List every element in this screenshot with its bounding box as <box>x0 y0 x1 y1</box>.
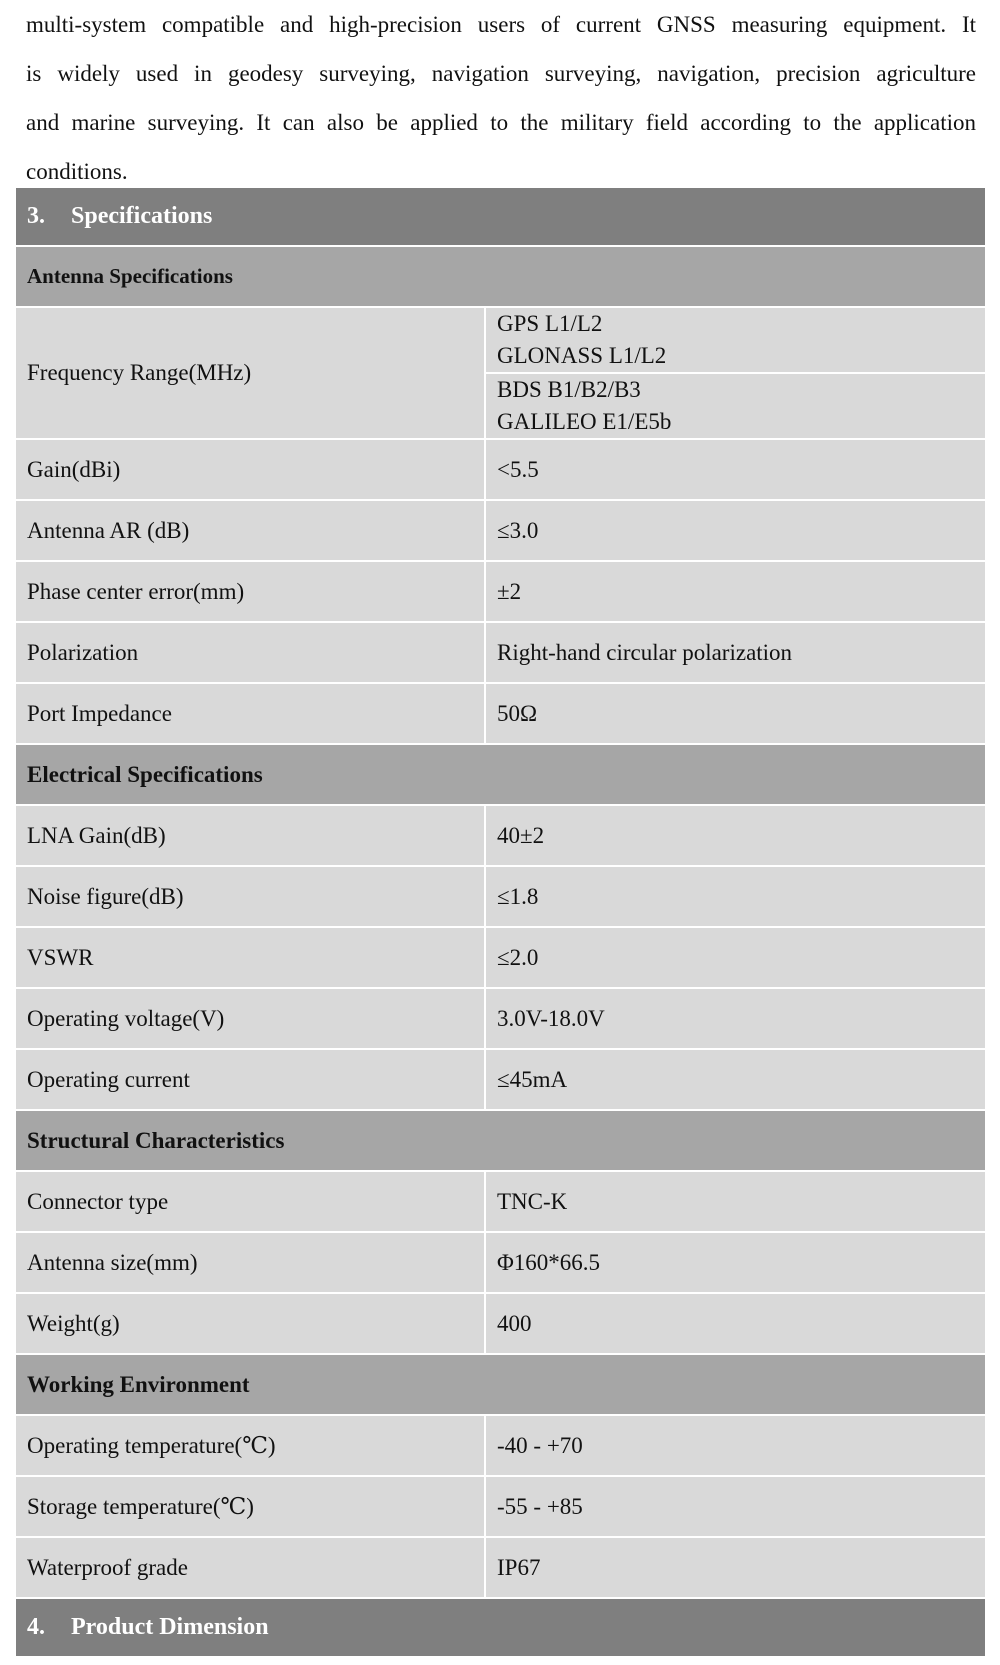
spec-label: Waterproof grade <box>15 1537 485 1598</box>
group-title: Electrical Specifications <box>15 744 986 805</box>
table-row <box>15 683 986 744</box>
section-header-product-dimension <box>15 1598 986 1657</box>
spec-label: Frequency Range(MHz) <box>15 307 485 439</box>
section-title: Product Dimension <box>71 1614 269 1640</box>
spec-value: 40±2 <box>485 805 986 866</box>
spec-label: Connector type <box>15 1171 485 1232</box>
spec-value: -55 - +85 <box>485 1476 986 1537</box>
spec-label: Phase center error(mm) <box>15 561 485 622</box>
spec-label: Antenna AR (dB) <box>15 500 485 561</box>
intro-paragraph <box>26 0 976 196</box>
table-row <box>15 1293 986 1354</box>
table-row <box>15 1049 986 1110</box>
table-row <box>15 988 986 1049</box>
spec-value <box>485 307 986 373</box>
spec-label: Noise figure(dB) <box>15 866 485 927</box>
spec-label: Operating current <box>15 1049 485 1110</box>
spec-value: TNC-K <box>485 1171 986 1232</box>
spec-value <box>485 373 986 439</box>
table-row <box>15 500 986 561</box>
spec-value: IP67 <box>485 1537 986 1598</box>
table-row <box>15 1537 986 1598</box>
group-header-electrical <box>15 744 986 805</box>
spec-value: <5.5 <box>485 439 986 500</box>
group-title: Antenna Specifications <box>15 246 986 307</box>
group-title: Working Environment <box>15 1354 986 1415</box>
section-number: 4. <box>27 1614 45 1640</box>
table-row <box>15 1171 986 1232</box>
specifications-table <box>14 186 987 1658</box>
intro-line: multi-system compatible and high-precision users of current GNSS measuring equipment. It <box>26 12 976 37</box>
table-row <box>15 622 986 683</box>
group-title: Structural Characteristics <box>15 1110 986 1171</box>
table-row <box>15 927 986 988</box>
frequency-band: GLONASS L1/L2 <box>497 343 667 368</box>
table-row <box>15 561 986 622</box>
spec-label: Operating voltage(V) <box>15 988 485 1049</box>
spec-value: ≤3.0 <box>485 500 986 561</box>
intro-line: and marine surveying. It can also be applied to the military field according to the application <box>26 110 976 135</box>
spec-value: ≤45mA <box>485 1049 986 1110</box>
spec-label: Antenna size(mm) <box>15 1232 485 1293</box>
table-row <box>15 439 986 500</box>
frequency-band: BDS B1/B2/B3 <box>497 377 641 402</box>
spec-label: Weight(g) <box>15 1293 485 1354</box>
spec-value: ≤2.0 <box>485 927 986 988</box>
spec-label: VSWR <box>15 927 485 988</box>
spec-label: Storage temperature(℃) <box>15 1476 485 1537</box>
intro-line: is widely used in geodesy surveying, navigation surveying, navigation, precision agriculture <box>26 61 976 86</box>
table-row <box>15 1232 986 1293</box>
spec-value: 400 <box>485 1293 986 1354</box>
group-header-environment <box>15 1354 986 1415</box>
intro-line: conditions. <box>26 159 128 184</box>
section-title: Specifications <box>71 203 213 229</box>
spec-label: LNA Gain(dB) <box>15 805 485 866</box>
spec-value: Right-hand circular polarization <box>485 622 986 683</box>
spec-value: 50Ω <box>485 683 986 744</box>
spec-value: Φ160*66.5 <box>485 1232 986 1293</box>
table-row <box>15 307 986 373</box>
section-number: 3. <box>27 203 45 229</box>
frequency-band: GPS L1/L2 <box>497 311 603 336</box>
group-header-structural <box>15 1110 986 1171</box>
spec-label: Polarization <box>15 622 485 683</box>
table-row <box>15 805 986 866</box>
table-row <box>15 1476 986 1537</box>
table-row <box>15 866 986 927</box>
spec-label: Port Impedance <box>15 683 485 744</box>
spec-label: Gain(dBi) <box>15 439 485 500</box>
spec-value: -40 - +70 <box>485 1415 986 1476</box>
spec-label: Operating temperature(℃) <box>15 1415 485 1476</box>
frequency-band: GALILEO E1/E5b <box>497 409 672 434</box>
group-header-antenna <box>15 246 986 307</box>
spec-value: 3.0V-18.0V <box>485 988 986 1049</box>
spec-value: ±2 <box>485 561 986 622</box>
table-row <box>15 1415 986 1476</box>
section-header-specifications <box>15 187 986 246</box>
spec-value: ≤1.8 <box>485 866 986 927</box>
